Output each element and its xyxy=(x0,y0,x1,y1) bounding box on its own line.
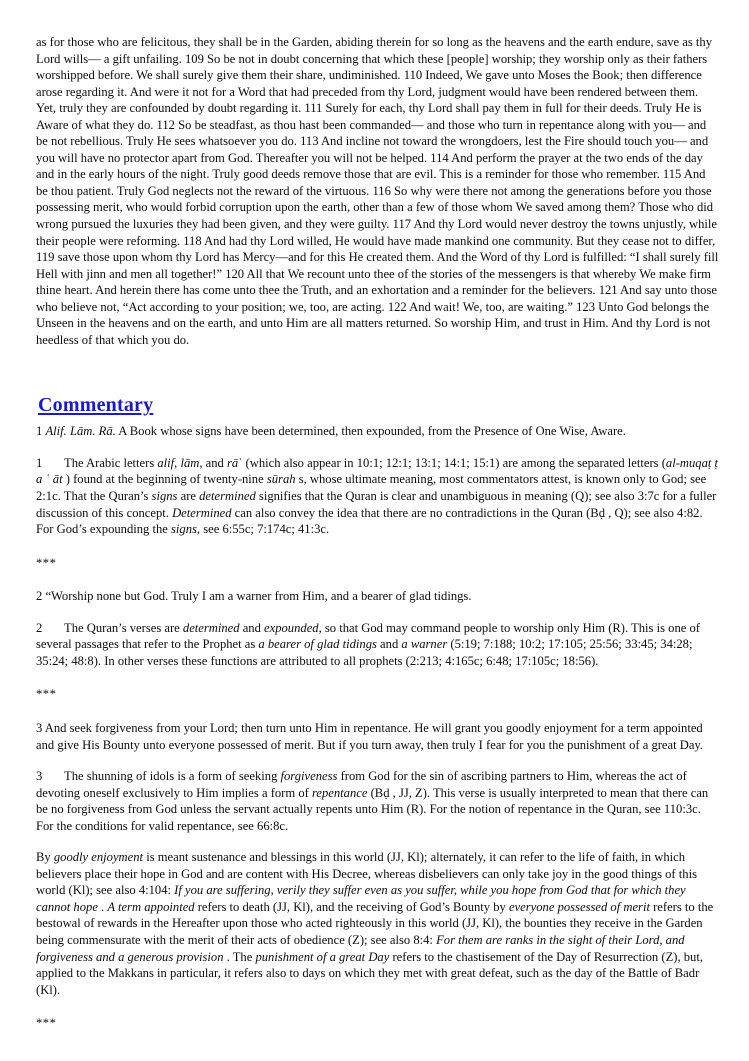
commentary-note-1 xyxy=(36,455,719,538)
italic-run: Determined xyxy=(172,505,232,520)
commentary-heading: Commentary xyxy=(38,394,154,417)
italic-run: signs, xyxy=(171,522,201,537)
italic-run: punishment of a great Day xyxy=(255,949,390,964)
text-run: . The xyxy=(223,949,256,964)
italic-run: rā xyxy=(227,455,239,470)
commentary-heading-wrap xyxy=(36,370,719,417)
spacer xyxy=(36,703,719,720)
italic-run: expounded, xyxy=(264,620,322,635)
section-separator-3: *** xyxy=(36,1016,57,1031)
italic-run: For them are ranks in the sight of their Lord, and forgiveness and a generous provision xyxy=(36,932,685,964)
text-run: The shunning of idols is a form of seeking xyxy=(64,769,281,784)
text-run: see 6:55c; 7:174c; 41:3c. xyxy=(200,522,330,537)
italic-run: goodly enjoyment xyxy=(53,850,144,865)
italic-run: forgiveness xyxy=(280,769,338,784)
text-run: and xyxy=(202,455,227,470)
verse-line-2: 2 “Worship none but God. Truly I am a warner from Him, and a bearer of glad tidings. xyxy=(36,589,472,604)
text-run: The Arabic letters xyxy=(64,455,158,470)
italic-run: determined xyxy=(199,489,256,504)
section-separator-2: *** xyxy=(36,687,57,702)
text-run: refers to the chastisement of the Day of Resurrection (Z), but, applied to the Makkans in particular, it refers also to days on which they met with great defeat, such as the day of the Battle of Badr (Kl). xyxy=(36,949,704,997)
italic-run: al-muqaṭ ṭ a ʿ āt xyxy=(36,455,719,487)
italic-run: a bearer of glad tidings xyxy=(258,637,377,652)
italic-run: signs xyxy=(151,489,178,504)
italic-run: sūrah xyxy=(266,472,296,487)
note-number-3: 3 xyxy=(36,769,43,784)
verse-number-1: 1 xyxy=(36,424,43,439)
text-run: so that God may command people to worship only Him (R). This is one of several passages that refer to the Prophet as xyxy=(36,620,700,652)
text-run: is meant sustenance and blessings in this world (JJ, Kl); alternately, it can refer to the life of faith, in which believers place their hope in God and are content with His Decree, whereas disbelievers can only take joy in the good things of this world (Kl); see also 4:104: xyxy=(36,850,697,898)
spacer xyxy=(36,834,719,849)
text-run: and xyxy=(376,637,402,652)
text-run: are xyxy=(177,489,200,504)
commentary-note-3 xyxy=(36,768,719,834)
scripture-translation-block: as for those who are felicitous, they shall be in the Garden, abiding therein for so long as the heavens and the earth endure, save as thy Lord wills— a gift unfailing. 109 So be not in doubt concerning that which these [people] worship; they worship only as their fathers worshipped before. We shall surely give them their share, undiminished. 110 Indeed, We gave unto Moses the Book; then difference arose regarding it. And were it not for a Word that had preceded from thy Lord, judgment would have been rendered between them. Yet, truly they are confounded by doubt regarding it. 111 Surely for each, thy Lord shall pay them in full for their deeds. Truly He is Aware of what they do. 112 So be steadfast, as thou hast been commanded— and those who turn in repentance along with you— and be not rebellious. Truly He sees whatsoever you do. 113 And incline not toward the wrongdoers, lest the Fire should touch you— and you will have no protector apart from God. Thereafter you will not be helped. 114 And perform the prayer at the two ends of the day and in the early hours of the night. Truly good deeds remove those that are evil. This is a reminder for those who remember. 115 And be thou patient. Truly God neglects not the reward of the virtuous. 116 So why were there not among the generations before you those possessing merit, who would forbid corruption upon the earth, other than a few of those whom We saved among them? Those who did wrong pursued the luxuries they had been given, and they were guilty. 117 And thy Lord would never destroy the towns unjustly, while their people were reforming. 118 And had thy Lord willed, He would have made mankind one community. But they cease not to differ, 119 save those upon whom thy Lord has Mercy—and for this He created them. And the Word of thy Lord is fulfilled: “I shall surely fill Hell with jinn and men all together!” 120 All that We recount unto thee of the stories of the messengers is that whereby We make firm thine heart. And herein there has come unto thee the Truth, and an exhortation and a reminder for the believers. 121 And say unto those who believe not, “Act according to your position; we, too, are acting. 122 And wait! We, too, are waiting.” 123 Unto God belongs the Unseen in the heavens and on the earth, and unto Him are all matters returned. So worship Him, and trust in Him. And thy Lord is not heedless of that which you do. xyxy=(36,35,719,347)
spacer xyxy=(36,538,719,555)
commentary-note-2 xyxy=(36,620,719,670)
spacer xyxy=(36,998,719,1015)
text-run: and xyxy=(239,620,265,635)
text-run: signifies that the Quran is clear and unambiguous in meaning (Q); see also 3:7c for a fuller discussion of this concept. xyxy=(36,489,717,520)
italic-run: A term appointed xyxy=(107,899,195,914)
italic-run: repentance xyxy=(311,785,368,800)
verse-line-3: 3 And seek forgiveness from your Lord; then turn unto Him in repentance. He will grant you goodly enjoyment for a term appointed and give His Bounty unto everyone possessed of merit. But if you turn away, then truly I fear for you the punishment of a great Day. xyxy=(36,720,704,752)
note-body-2 xyxy=(36,621,700,668)
verse-lead-italic-1: Alif. Lām. Rā. xyxy=(45,424,116,439)
text-run: refers to death (JJ, Kl), and the receiving of God’s Bounty by xyxy=(194,899,509,914)
verse-line-1 xyxy=(36,423,719,440)
text-run: s, whose ultimate meaning, most commentators attest, is known only to God; see 2:1c. That the Quran’s xyxy=(36,472,707,504)
text-run: refers to the bestowal of rewards in the Hereafter upon those who acted righteously in this world (JJ, Kl), the bounties they receive in the Garden being commensurate with the merit of their acts of obedience (Z); see also 8:4: xyxy=(36,899,714,947)
italic-run: determined xyxy=(182,620,240,635)
spacer xyxy=(36,669,719,686)
verse-rest-1: A Book whose signs have been determined, then expounded, from the Presence of One Wise, Aware. xyxy=(115,424,626,439)
italic-run: alif, lām, xyxy=(157,455,203,470)
spacer xyxy=(36,440,719,455)
italic-run: everyone possessed of merit xyxy=(509,899,650,914)
commentary-note-3-extra xyxy=(36,849,719,998)
spacer xyxy=(36,571,719,588)
section-separator-1: *** xyxy=(36,555,57,570)
note-number-2: 2 xyxy=(36,620,43,635)
text-run: ʾ (which also appear in 10:1; 12:1; 13:1; 14:1; 15:1) are among the separated letters ( xyxy=(238,455,666,470)
text-run: can also convey the idea that there are no contradictions in the Quran (Bḍ , Q); see also 4:82. For God’s expounding the xyxy=(36,505,703,537)
text-run: By xyxy=(36,850,54,865)
spacer xyxy=(36,605,719,620)
italic-run: a warner xyxy=(401,637,448,652)
text-run: The Quran’s verses are xyxy=(64,620,183,635)
note-body-1 xyxy=(36,456,718,536)
text-run: . xyxy=(97,899,108,914)
text-run: from God for the sin of ascribing partners to Him, whereas the act of devoting oneself exclusively to Him implies a form of xyxy=(36,769,687,800)
note-body-3 xyxy=(36,769,708,833)
italic-run: If you are suffering, verily they suffer even as you suffer, while you hope from God that for which they cannot hope xyxy=(36,883,686,914)
text-run: (5:19; 7:188; 10:2; 17:105; 25:56; 33:45; 34:28; 35:24; 48:8). In other verses these functions are attributed to all prophets (2:213; 4:165c; 6:48; 17:105c; 18:56). xyxy=(36,637,693,668)
text-run: ) found at the beginning of twenty-nine xyxy=(62,472,267,487)
spacer xyxy=(36,753,719,768)
note-number-1: 1 xyxy=(36,455,43,470)
text-run: (Bḍ , JJ, Z). This verse is usually interpreted to mean that there can be no forgiveness from God unless the servant actually repents unto Him (R). For the notion of repentance in the Quran, see 110:3c. For the conditions for valid repentance, see 66:8c. xyxy=(36,785,709,833)
